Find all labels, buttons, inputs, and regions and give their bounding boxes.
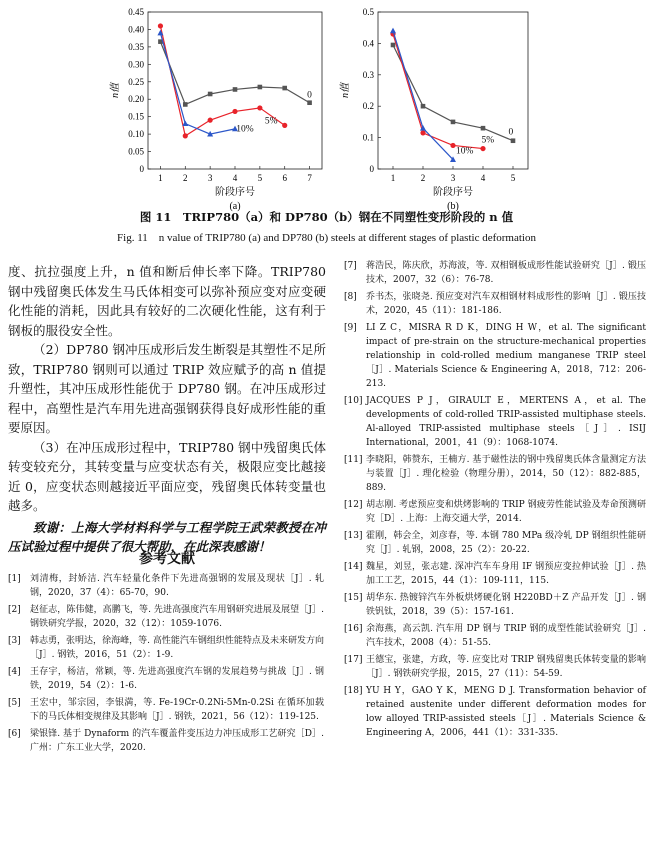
- acknowledgement: 致谢：上海大学材料科学与工程学院王武荣教授在冲压试验过程中提供了很大帮助，在此深表感谢！: [8, 519, 326, 554]
- data-point: [233, 87, 238, 92]
- y-tick-label: 0: [139, 164, 144, 174]
- reference-text: 胡志刚. 考虑预应变和烘烤影响的 TRIP 钢疲劳性能试验及寿命预测研究［D］. 上海：上海交通大学，2014.: [366, 500, 646, 524]
- reference-number: [12]: [344, 500, 363, 510]
- y-tick-label: 0.35: [128, 41, 144, 52]
- reference-text: JACQUES P J，GIRAULT E，MERTENS A，et al. The developments of cold-rolled TRIP-assisted multiphase steels. Al-alloyed TRIP-assisted multiphase steels［J］. ISIJ International，2001，41（9）：1068-1074.: [366, 396, 646, 448]
- reference-number: [7]: [344, 261, 357, 271]
- series-label: 0: [508, 127, 514, 138]
- references-heading: 参考文献: [139, 551, 195, 567]
- y-tick-label: 0.2: [362, 101, 374, 112]
- series-line: [160, 42, 309, 105]
- data-point: [257, 105, 262, 110]
- reference-number: [15]: [344, 593, 363, 603]
- series-line: [393, 31, 453, 160]
- data-point: [208, 92, 213, 97]
- paragraph-2: （2）DP780 钢冲压成形后发生断裂是其塑性不足所致，TRIP780 钢则可以通过 TRIP 效应赋予的高 n 值提升塑性，其冲压成形性能优于 DP780 钢。在冲压成形过程中，高塑性是汽车用先进高强钢获得良好成形性能的重要原因。: [8, 342, 326, 435]
- reference-number: [5]: [8, 698, 21, 708]
- reference-number: [16]: [344, 624, 363, 634]
- reference-item: [344, 560, 646, 588]
- series-label: 10%: [456, 146, 474, 157]
- reference-number: [3]: [8, 636, 21, 646]
- x-axis-label: 阶段序号: [433, 187, 473, 198]
- data-point: [480, 146, 485, 151]
- y-tick-label: 0.10: [128, 129, 144, 140]
- x-tick-label: 4: [480, 173, 486, 183]
- x-tick-label: 5: [510, 173, 516, 183]
- series-label: 0: [307, 90, 312, 101]
- figure-caption-cn: 图 11 TRIP780（a）和 DP780（b）钢在不同塑性变形阶段的 n 值: [139, 210, 514, 224]
- x-tick-label: 1: [390, 173, 396, 183]
- reference-item: [8, 727, 324, 755]
- y-tick-label: 0.3: [362, 69, 374, 80]
- reference-item: [344, 259, 646, 287]
- reference-text: 梁银锋. 基于 Dynaform 的汽车覆盖件变压边力冲压成形工艺研究［D］. 广州：广东工业大学，2020.: [30, 729, 324, 753]
- data-point: [282, 86, 287, 91]
- reference-item: [344, 653, 646, 681]
- data-point: [232, 109, 237, 114]
- reference-item: [344, 453, 646, 495]
- x-tick-label: 3: [207, 173, 213, 183]
- reference-item: [8, 634, 324, 662]
- reference-text: YU H Y，GAO Y K，MENG D J. Transformation behavior of retained austenite under different deformation modes for low alloyed TRIP-assisted steels［J］. Materials Science & Engineering A，2006，441（1）：331-335.: [366, 686, 646, 738]
- reference-number: [10]: [344, 396, 363, 406]
- reference-number: [2]: [8, 605, 21, 615]
- reference-text: 魏星，刘昱，张志建. 深冲汽车车身用 IF 钢预应变拉伸试验［J］. 热加工工艺，2015，44（1）：109-111，115.: [366, 562, 646, 586]
- reference-number: [11]: [344, 455, 363, 465]
- reference-text: 乔书杰，张晓尧. 预应变对汽车双相钢材料成形性的影响［J］. 锻压技术，2020，45（11）：181-186.: [366, 292, 646, 316]
- y-tick-label: 0.20: [128, 94, 144, 105]
- panel-label: (a): [229, 201, 241, 212]
- reference-item: [344, 529, 646, 557]
- y-tick-label: 0.1: [362, 132, 374, 143]
- reference-item: [8, 603, 324, 631]
- reference-text: 赵征志，陈伟健，高鹏飞，等. 先进高强度汽车用钢研究进展及展望［J］. 钢铁研究学报，2020，32（12）：1059-1076.: [30, 605, 324, 629]
- y-tick-label: 0.30: [128, 59, 144, 70]
- data-point: [182, 120, 188, 126]
- reference-text: 霍刚，韩会全，刘彦春，等. 本钢 780 MPa 级冷轧 DP 钢组织性能研究［J］. 轧钢，2008，25（2）：20-22.: [366, 531, 646, 555]
- series-label: 10%: [236, 124, 254, 135]
- reference-item: [344, 394, 646, 450]
- chart-a: [100, 0, 340, 212]
- reference-text: 余海燕，高云凯. 汽车用 DP 钢与 TRIP 钢的成型性能试验研究［J］. 汽车技术，2008（4）：51-55.: [366, 624, 646, 648]
- reference-item: [344, 498, 646, 526]
- reference-item: [344, 591, 646, 619]
- panel-label: (b): [447, 201, 459, 212]
- x-tick-label: 4: [232, 173, 238, 183]
- x-tick-label: 2: [420, 173, 426, 183]
- reference-number: [14]: [344, 562, 363, 572]
- series-line: [393, 34, 483, 149]
- reference-number: [13]: [344, 531, 363, 541]
- y-tick-label: 0.40: [128, 24, 144, 35]
- y-tick-label: 0.4: [362, 38, 374, 49]
- y-tick-label: 0.5: [362, 7, 374, 17]
- body-text: [8, 262, 326, 557]
- reference-text: 韩志勇，张明达，徐海峰，等. 高性能汽车钢组织性能特点及未来研发方向［J］. 钢铁，2016，51（2）：1-9.: [30, 636, 324, 660]
- data-point: [450, 143, 455, 148]
- reference-item: [344, 321, 646, 391]
- x-tick-label: 7: [307, 173, 312, 183]
- reference-number: [6]: [8, 729, 21, 739]
- data-point: [421, 104, 426, 109]
- data-point: [451, 120, 456, 125]
- reference-number: [4]: [8, 667, 21, 677]
- reference-item: [8, 665, 324, 693]
- chart-b: [336, 0, 556, 212]
- reference-text: 李晓阳，韩赞东，王楠方. 基于磁性法的钢中残留奥氏体含量测定方法与装置［J］. 理化检验（物理分册），2014，50（12）：882-885，889.: [366, 455, 646, 493]
- data-point: [282, 123, 287, 128]
- reference-number: [1]: [8, 574, 21, 584]
- x-tick-label: 6: [282, 173, 287, 183]
- y-axis-label: n值: [340, 83, 351, 98]
- x-axis-label: 阶段序号: [215, 187, 255, 198]
- reference-text: 蒋浩民，陈庆欣，苏海波，等. 双相钢板成形性能试验研究［J］. 锻压技术，2007，32（6）：76-78.: [366, 261, 646, 285]
- y-tick-label: 0.15: [128, 111, 144, 122]
- reference-text: 胡华东. 热镀锌汽车外板烘烤硬化钢 H220BD＋Z 产品开发［J］. 钢铁钒钛，2018，39（5）：157-161.: [366, 593, 646, 617]
- y-tick-label: 0.05: [128, 146, 144, 157]
- y-tick-label: 0: [369, 164, 374, 174]
- data-point: [420, 130, 425, 135]
- references-left: [8, 572, 324, 758]
- data-point: [481, 126, 486, 131]
- paragraph-3: （3）在冲压成形过程中，TRIP780 钢中残留奥氏体转变较充分，其转变量与应变状态有关，极限应变比越接近 0，应变状态则越接近平面应变，残留奥氏体转变量也越多。: [8, 439, 326, 513]
- y-tick-label: 0.25: [128, 76, 144, 87]
- figure-caption-en: Fig. 11 n value of TRIP780 (a) and DP780 (b) steels at different stages of plastic deformation: [117, 232, 536, 244]
- reference-number: [8]: [344, 292, 357, 302]
- paragraph-1: 度、抗拉强度上升，n 值和断后伸长率下降。TRIP780 钢中残留奥氏体发生马氏体相变可以弥补预应变对应变硬化性能的消耗，因此具有较好的二次硬化性能，这有利于钢板的服役安全性。: [8, 264, 326, 338]
- data-point: [258, 85, 263, 90]
- reference-item: [344, 290, 646, 318]
- reference-text: 王存宇，杨洁，常颖，等. 先进高强度汽车钢的发展趋势与挑战［J］. 钢铁，2019，54（2）：1-6.: [30, 667, 324, 691]
- data-point: [208, 118, 213, 123]
- data-point: [391, 43, 396, 48]
- reference-text: LI Z C，MISRA R D K，DING H W，et al. The significant impact of pre-strain on the structure-mechanical properties relationship in cold-rolled medium manganese TRIP steel［J］. Materials Science & Engineering A，2018，712：206-213.: [366, 323, 646, 389]
- x-tick-label: 2: [183, 173, 188, 183]
- series-label: 5%: [481, 135, 495, 146]
- reference-item: [8, 696, 324, 724]
- reference-text: 王宏中，邹宗园，李银満，等. Fe-19Cr-0.2Ni-5Mn-0.2Si 在循环加载下的马氏体相变规律及其影响［J］. 钢铁，2021，56（12）：119-125.: [30, 698, 324, 722]
- series-line: [160, 33, 235, 134]
- reference-item: [344, 622, 646, 650]
- data-point: [158, 23, 163, 28]
- references-right: [344, 259, 646, 743]
- y-axis-label: n值: [110, 83, 121, 98]
- series-label: 5%: [264, 116, 278, 127]
- reference-item: [8, 572, 324, 600]
- reference-text: 刘清梅，封娇洁. 汽车轻量化条件下先进高强钢的发展及现状［J］. 轧钢，2020，37（4）：65-70，90.: [30, 574, 324, 598]
- x-tick-label: 1: [158, 173, 163, 183]
- x-tick-label: 3: [450, 173, 456, 183]
- y-tick-label: 0.45: [128, 7, 144, 17]
- data-point: [183, 133, 188, 138]
- reference-number: [18]: [344, 686, 363, 696]
- data-point: [511, 138, 516, 143]
- data-point: [307, 100, 312, 105]
- x-tick-label: 5: [257, 173, 263, 183]
- reference-number: [9]: [344, 323, 357, 333]
- reference-item: [344, 684, 646, 740]
- data-point: [183, 102, 188, 107]
- data-point: [390, 28, 396, 34]
- reference-number: [17]: [344, 655, 363, 665]
- reference-text: 王德宝，张建，方政，等. 应变比对 TRIP 钢残留奥氏体转变量的影响［J］. 钢铁研究学报，2015，27（11）：54-59.: [366, 655, 646, 679]
